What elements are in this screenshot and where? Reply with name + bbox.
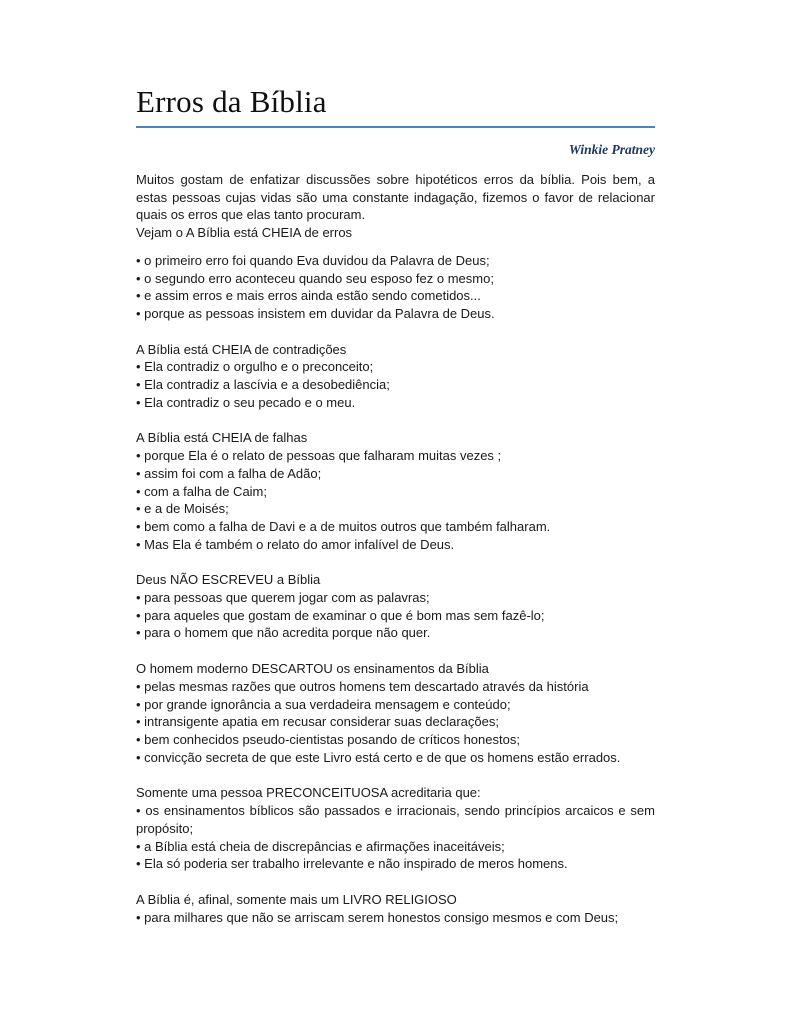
author-byline: Winkie Pratney [568,142,655,157]
bullet-line: • para pessoas que querem jogar com as palavras; [136,590,430,606]
bullet-line: • Mas Ela é também o relato do amor infalível de Deus. [136,536,455,552]
bullet-line: • porque as pessoas insistem em duvidar da Palavra de Deus. [136,305,495,321]
bullet-line: • para milhares que não se arriscam serem honestos consigo mesmos e com Deus; [136,909,619,925]
bullet-line: • para aqueles que gostam de examinar o que é bom mas sem fazê-lo; [136,607,545,623]
bullet-line: • bem conhecidos pseudo-cientistas posando de críticos honestos; [136,731,520,747]
bullet-line: • porque Ela é o relato de pessoas que falharam muitas vezes ; [136,448,502,464]
bullet-line: • os ensinamentos bíblicos são passados e irracionais, sendo princípios arcaicos e sem propósito; [136,803,655,836]
bullet-line: • o primeiro erro foi quando Eva duvidou da Palavra de Deus; [136,252,490,268]
intro-paragraph: Muitos gostam de enfatizar discussões sobre hipotéticos erros da bíblia. Pois bem, a estas pessoas cujas vidas são uma constante indagação, fizemos o favor de relacionar quais os erros que elas tanto procuram. [136,172,655,223]
section-descartou [136,660,655,766]
section-preconceituosa [136,784,655,873]
section-heading: O homem moderno DESCARTOU os ensinamentos da Bíblia [136,661,489,677]
bullet-line: • Ela contradiz o seu pecado e o meu. [136,394,356,410]
bullet-line: • e assim erros e mais erros ainda estão sendo cometidos... [136,288,481,304]
bullet-line: • intransigente apatia em recusar considerar suas declarações; [136,714,499,730]
section-falhas [136,429,655,553]
section-heading: A Bíblia é, afinal, somente mais um LIVRO RELIGIOSO [136,891,457,907]
bullet-line: • Ela contradiz a lascívia e a desobediência; [136,377,390,393]
section-heading: A Bíblia está CHEIA de contradições [136,341,347,357]
bullet-line: • para o homem que não acredita porque não quer. [136,625,431,641]
bullet-line: • Ela só poderia ser trabalho irrelevante e não inspirado de meros homens. [136,856,568,872]
bullet-line: • a Bíblia está cheia de discrepâncias e afirmações inaceitáveis; [136,838,505,854]
bullet-line: • e a de Moisés; [136,501,229,517]
intro-lead-line: Vejam o A Bíblia está CHEIA de erros [136,225,353,241]
section-livro-religioso [136,891,655,926]
section-nao-escreveu [136,571,655,642]
bullet-line: • bem como a falha de Davi e a de muitos outros que também falharam. [136,518,551,534]
page-title: Erros da Bíblia [136,84,655,128]
bullet-line: • assim foi com a falha de Adão; [136,465,322,481]
bullet-line: • com a falha de Caim; [136,483,267,499]
bullet-line: • Ela contradiz o orgulho e o preconceito; [136,359,374,375]
section-heading: A Bíblia está CHEIA de falhas [136,430,308,446]
bullet-line: • pelas mesmas razões que outros homens tem descartado através da história [136,678,589,694]
bullet-line: • por grande ignorância a sua verdadeira mensagem e conteúdo; [136,696,511,712]
bullet-line: • convicção secreta de que este Livro está certo e de que os homens estão errados. [136,749,621,765]
bullet-line: • o segundo erro aconteceu quando seu esposo fez o mesmo; [136,270,494,286]
intro-bullet-list [136,252,655,323]
section-contradicoes [136,341,655,412]
section-heading: Somente uma pessoa PRECONCEITUOSA acreditaria que: [136,785,481,801]
intro-block [136,171,655,242]
section-heading: Deus NÃO ESCREVEU a Bíblia [136,572,321,588]
